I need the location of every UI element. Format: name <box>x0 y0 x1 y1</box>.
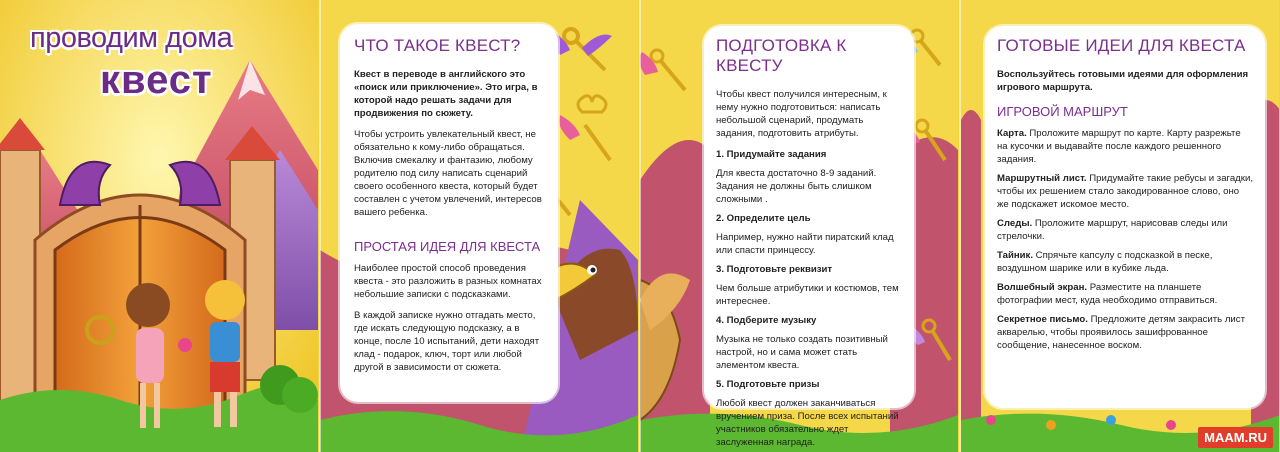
heading-ready-ideas: ГОТОВЫЕ ИДЕИ ДЛЯ КВЕСТА <box>997 36 1246 55</box>
fold-line <box>959 0 961 452</box>
idea-magic-screen <box>997 281 1253 307</box>
step-3-text: Чем больше атрибутики и костюмов, тем интереснее. <box>716 283 899 307</box>
step-5-title: 5. Подготовьте призы <box>716 379 820 390</box>
cover-title-line2: квест <box>100 58 213 102</box>
step-5-text: Любой квест должен заканчиваться вручением приза. После всех испытаний участников обязательно ждет заслуженная награда. <box>716 398 899 448</box>
idea-hiding-place <box>997 249 1253 275</box>
panel2-card <box>340 24 558 402</box>
heading-simple-idea: ПРОСТАЯ ИДЕЯ ДЛЯ КВЕСТА <box>354 239 541 254</box>
idea-magic-screen-text: Разместите на планшете фотографии мест, куда необходимо отправиться. <box>997 282 1218 306</box>
step-1-title: 1. Придумайте задания <box>716 149 827 160</box>
idea-map <box>997 127 1253 166</box>
idea-secret-letter-name: Секретное письмо. <box>997 314 1088 325</box>
ready-ideas-panel <box>961 0 1279 452</box>
step-3-title: 3. Подготовьте реквизит <box>716 264 833 275</box>
step-1-text: Для квеста достаточно 8-9 заданий. Задания не должны быть слишком сложными . <box>716 168 877 205</box>
heading-preparation: ПОДГОТОВКА К КВЕСТУ <box>716 36 847 75</box>
ready-ideas-intro: Воспользуйтесь готовыми идеями для оформления игрового маршрута. <box>997 69 1249 93</box>
idea-footprints <box>997 217 1253 243</box>
panel4-card <box>985 26 1265 408</box>
what-is-quest-panel <box>320 0 638 452</box>
heading-game-route: ИГРОВОЙ МАРШРУТ <box>997 104 1128 119</box>
idea-map-text: Проложите маршрут по карте. Карту разрежьте на кусочки и выдавайте после каждого решенного задания. <box>997 128 1241 165</box>
step-4-title: 4. Подберите музыку <box>716 315 817 326</box>
cover-panel <box>0 0 318 452</box>
panel3-card <box>704 26 914 448</box>
idea-map-name: Карта. <box>997 128 1027 139</box>
paragraph-each-note: В каждой записке нужно отгадать место, где искать следующую подсказку, а в конце, после 10 испытаний, дети находят клад - подарок, ключ, торт или любой другой в зависимости от сюжета. <box>354 310 540 373</box>
idea-footprints-text: Проложите маршрут, нарисовав следы или стрелочки. <box>997 218 1228 242</box>
cover-title-line1: проводим дома <box>30 22 233 54</box>
step-4-text: Музыка не только создать позитивный настрой, но и сама может стать элементом квеста. <box>716 334 888 371</box>
preparation-intro: Чтобы квест получился интересным, к нему нужно подготовиться: написать небольшой сценарий, продумать задания, подготовить атрибуты. <box>716 89 887 139</box>
paragraph-organize-quest: Чтобы устроить увлекательный квест, не обязательно к кому-либо обращаться. Включив смекалку и фантазию, любому родителю под силу написать сценарий своего особенного квеста, который будет составлен с учетом увлечений, интересов вашего ребенка. <box>354 129 542 218</box>
idea-route-sheet-text: Придумайте такие ребусы и загадки, чтобы их решением стало закодированное слово, оно же подскажет искомое место. <box>997 173 1253 210</box>
fold-line <box>639 0 641 452</box>
watermark-badge: MAAM.RU <box>1198 427 1273 448</box>
idea-secret-letter <box>997 313 1253 352</box>
quest-preparation-panel <box>640 0 958 452</box>
fold-line <box>319 0 321 452</box>
idea-route-sheet <box>997 172 1253 211</box>
idea-magic-screen-name: Волшебный экран. <box>997 282 1088 293</box>
idea-hiding-place-name: Тайник. <box>997 250 1034 261</box>
idea-footprints-name: Следы. <box>997 218 1033 229</box>
step-2-title: 2. Определите цель <box>716 213 811 224</box>
flower-icon <box>178 338 192 352</box>
intro-definition: Квест в переводе в английского это «поиск или приключение». Это игра, в которой надо решать задачи для продвижения по сюжету. <box>354 69 538 119</box>
idea-hiding-place-text: Спрячьте капсулу с подсказкой в песке, воздушном шарике или в кубике льда. <box>997 250 1213 274</box>
step-2-text: Например, нужно найти пиратский клад или спасти принцессу. <box>716 232 894 256</box>
idea-secret-letter-text: Предложите детям закрасить лист акварелью, чтобы проявилось зашифрованное сообщение, нанесенное воском. <box>997 314 1245 351</box>
paragraph-simple-way: Наиболее простой способ проведения квеста - это разложить в разных комнатах небольшие записки с подсказками. <box>354 263 542 300</box>
heading-what-is-quest: ЧТО ТАКОЕ КВЕСТ? <box>354 36 521 55</box>
idea-route-sheet-name: Маршрутный лист. <box>997 173 1087 184</box>
